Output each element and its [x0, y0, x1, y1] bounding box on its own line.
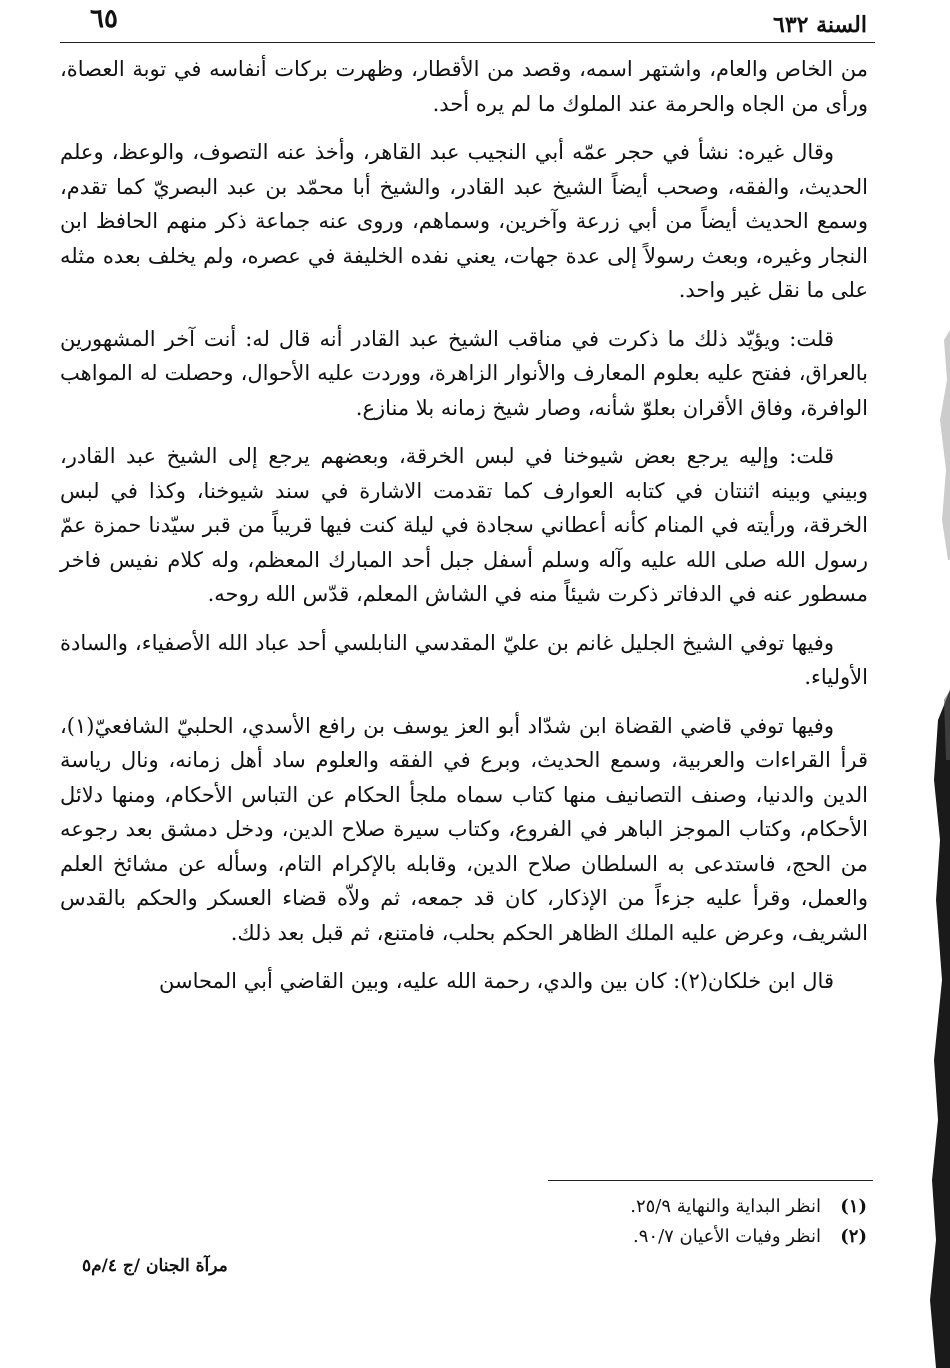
footnote-text: انظر البداية والنهاية ٢٥/٩. — [630, 1196, 821, 1217]
footnote-rule — [548, 1180, 873, 1181]
paragraph-3: قلت: ويؤيّد ذلك ما ذكرت في مناقب الشيخ عبد القادر أنه قال له: أنت آخر المشهورين بالعراق، ففتح عليه بعلوم المعارف والأنوار الزاهرة، ووردت عليه الأحوال، وحصلت له المواهب الوافرة، وفاق الأقران بعلوّ شأنه، وصار شيخ زمانه بلا منازع. — [60, 326, 868, 420]
running-title: السنة ٦٣٢ — [773, 12, 867, 38]
footnote-number: (١) — [840, 1196, 867, 1217]
page-header — [60, 2, 875, 42]
header-rule — [60, 42, 875, 43]
paragraph-7: قال ابن خلكان(٢): كان بين والدي، رحمة الله عليه، وبين القاضي أبي المحاسن — [159, 969, 834, 993]
paragraph-2: وقال غيره: نشأ في حجر عمّه أبي النجيب عبد القاهر، وأخذ عنه التصوف، والوعظ، وعلم الحديث، والفقه، وصحب أيضاً الشيخ عبد القادر، والشيخ أبا محمّد بن عبد البصريّ كما تقدم، وسمع الحديث أيضاً من أبي زرعة وآخرين، وسماهم، وروى عنه جماعة ذكر منهم الحافظ ابن النجار وغيره، وبعث رسولاً إلى عدة جهات، يعني نفده الخليفة في عصره، ولم يخلف بعده مثله على ما نقل غير واحد. — [60, 140, 868, 302]
book-page — [60, 0, 875, 1368]
footnote-2 — [267, 1222, 867, 1252]
paragraph-5: وفيها توفي الشيخ الجليل غانم بن عليّ المقدسي النابلسي أحد عباد الله الأصفياء، والسادة الأولياء. — [60, 630, 868, 689]
paragraph-4: قلت: وإليه يرجع بعض شيوخنا في لبس الخرقة، وبعضهم يرجع إلى الشيخ عبد القادر، وبيني وبينه اثنتان في كتابه العوارف كما تقدمت الاشارة في سند شيوخنا، وكذا في لبس الخرقة، ورأيته في المنام كأنه أعطاني سجادة في ليلة كنت فيها قريباً من قبر سيّدنا حمزة عمّ رسول الله صلى الله عليه وآله وسلم أسفل جبل أحد المبارك المعظم، وله كلام نفيس فاخر مسطور عنه في الدفاتر ذكرت شيئاً منه في الشاش المعلم، قدّس الله روحه. — [60, 444, 868, 606]
paragraph-1: من الخاص والعام، واشتهر اسمه، وقصد من الأقطار، وظهرت بركات أنفاسه في توبة العصاة، ورأى من الجاه والحرمة عند الملوك ما لم يره أحد. — [60, 57, 868, 116]
printer-signature: مرآة الجنان /ج ٤/م٥ — [82, 1256, 228, 1276]
footnote-text: انظر وفيات الأعيان ٩٠/٧. — [633, 1226, 821, 1247]
scan-edge-shadow — [922, 0, 950, 1368]
body-text — [60, 52, 868, 1013]
footnote-number: (٢) — [840, 1226, 867, 1247]
footnotes — [267, 1192, 867, 1252]
page-number: ٦٥ — [90, 4, 118, 34]
paragraph-6: وفيها توفي قاضي القضاة ابن شدّاد أبو العز يوسف بن رافع الأسدي، الحلبيّ الشافعيّ(١)، قرأ القراءات والعربية، وسمع الحديث، وبرع في الفقه والعلوم ساد أهل زمانه، ونال رياسة الدين والدنيا، وصنف التصانيف منها كتاب سماه ملجأ الحكام عن التباس الأحكام، ومنها دلائل الأحكام، وكتاب الموجز الباهر في الفروع، وكتاب سيرة صلاح الدين، ودخل دمشق بعد رجوعه من الحج، فاستدعى به السلطان صلاح الدين، وقابله بالإكرام التام، وسأله عن مشائخ العلم والعمل، وقرأ عليه جزءاً من الإذكار، كان قد جمعه، ثم ولاّه قضاء العسكر والحكم بالقدس الشريف، وعرض عليه الملك الظاهر الحكم بحلب، فامتنع، ثم قبل بعد ذلك. — [60, 713, 868, 945]
footnote-1 — [267, 1192, 867, 1222]
